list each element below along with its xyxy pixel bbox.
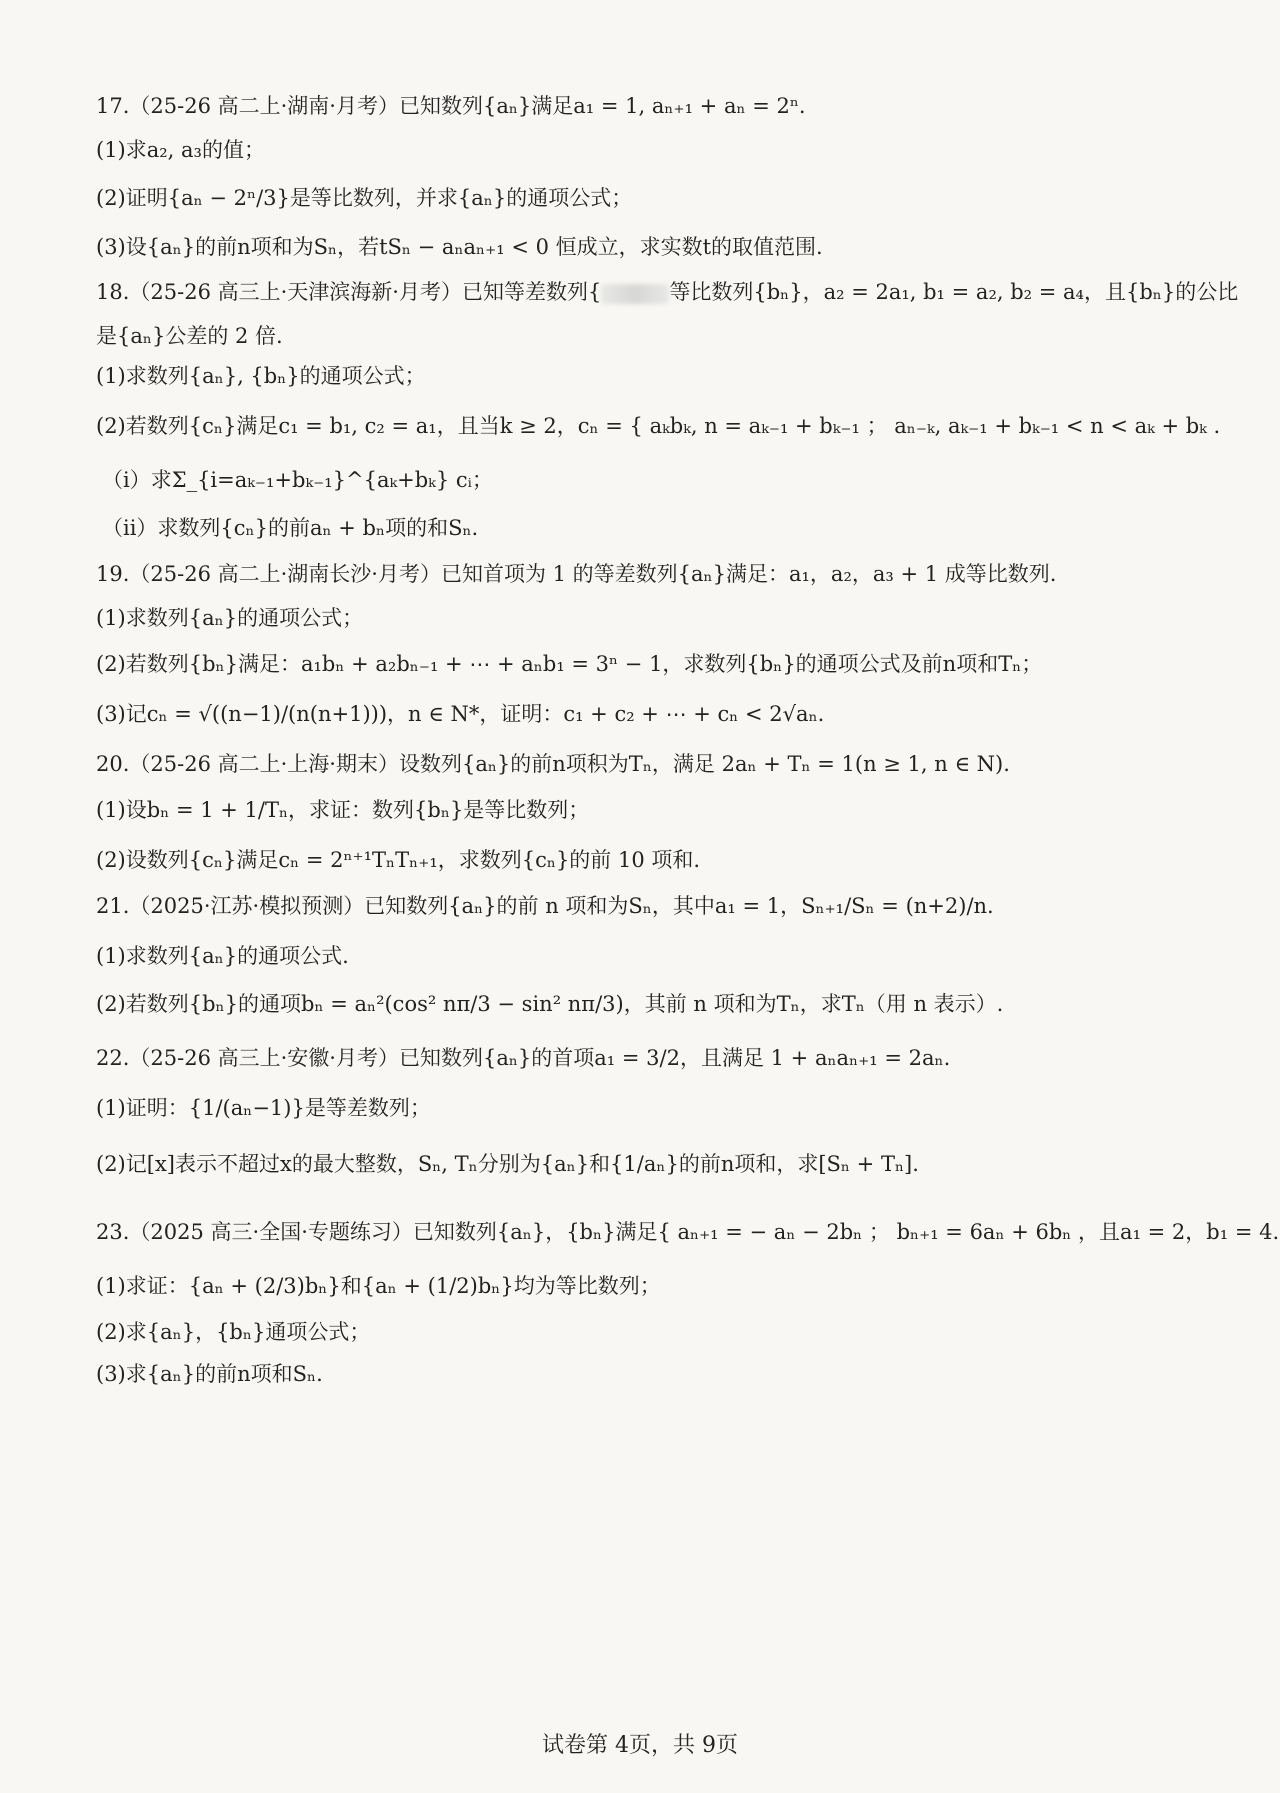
problem-17-stem: 17.（25-26 高二上·湖南·月考）已知数列{aₙ}满足a₁ = 1, aₙ₊₁ + aₙ = 2ⁿ. <box>96 94 806 118</box>
problem-19-part-2: (2)若数列{bₙ}满足：a₁bₙ + a₂bₙ₋₁ + ⋯ + aₙb₁ = 3ⁿ − 1，求数列{bₙ}的通项公式及前n项和Tₙ； <box>96 652 1043 676</box>
problem-19-stem: 19.（25-26 高二上·湖南长沙·月考）已知首项为 1 的等差数列{aₙ}满足：a₁，a₂，a₃ + 1 成等比数列. <box>96 562 1057 586</box>
problem-18-part-1: (1)求数列{aₙ}, {bₙ}的通项公式； <box>96 364 426 388</box>
problem-21-stem: 21.（2025·江苏·模拟预测）已知数列{aₙ}的前 n 项和为Sₙ，其中a₁ = 1，Sₙ₊₁/Sₙ = (n+2)/n. <box>96 894 994 918</box>
problem-19-part-1: (1)求数列{aₙ}的通项公式； <box>96 606 364 630</box>
problem-22-part-1: (1)证明：{1/(aₙ−1)}是等差数列； <box>96 1096 431 1120</box>
problem-22-part-2: (2)记[x]表示不超过x的最大整数，Sₙ, Tₙ分别为{aₙ}和{1/aₙ}的前n项和，求[Sₙ + Tₙ]. <box>96 1152 919 1176</box>
problem-21-part-2: (2)若数列{bₙ}的通项bₙ = aₙ²(cos² nπ/3 − sin² nπ/3)，其前 n 项和为Tₙ，求Tₙ（用 n 表示）. <box>96 992 1004 1016</box>
problem-19-part-3: (3)记cₙ = √((n−1)/(n(n+1)))，n ∈ N*，证明：c₁ + c₂ + ⋯ + cₙ < 2√aₙ. <box>96 702 825 726</box>
problem-23-part-2: (2)求{aₙ}，{bₙ}通项公式； <box>96 1320 371 1344</box>
page-footer: 试卷第 4页，共 9页 <box>542 1733 738 1758</box>
problem-20-part-2: (2)设数列{cₙ}满足cₙ = 2ⁿ⁺¹TₙTₙ₊₁，求数列{cₙ}的前 10 项和. <box>96 848 701 872</box>
problem-17-part-2: (2)证明{aₙ − 2ⁿ/3}是等比数列，并求{aₙ}的通项公式； <box>96 186 633 210</box>
blurred-region <box>601 284 669 304</box>
problem-18-stem-start: 18.（25-26 高三上·天津滨海新·月考）已知等差数列{ <box>96 280 602 304</box>
problem-18-stem <box>96 278 1239 306</box>
problem-18-part-2-i: （i）求Σ_{i=aₖ₋₁+bₖ₋₁}^{aₖ+bₖ} cᵢ； <box>102 468 493 492</box>
problem-22-stem: 22.（25-26 高三上·安徽·月考）已知数列{aₙ}的首项a₁ = 3/2，且满足 1 + aₙaₙ₊₁ = 2aₙ. <box>96 1046 951 1070</box>
problem-23-part-1: (1)求证：{aₙ + (2/3)bₙ}和{aₙ + (1/2)bₙ}均为等比数列； <box>96 1274 661 1298</box>
problem-18-part-2-ii: （ii）求数列{cₙ}的前aₙ + bₙ项的和Sₙ. <box>102 516 479 540</box>
problem-17-part-1: (1)求a₂, a₃的值； <box>96 138 265 162</box>
problem-18-stem-end: 等比数列{bₙ}，a₂ = 2a₁, b₁ = a₂, b₂ = a₄，且{bₙ}的公比 <box>669 280 1239 304</box>
problem-20-stem: 20.（25-26 高二上·上海·期末）设数列{aₙ}的前n项积为Tₙ，满足 2aₙ + Tₙ = 1(n ≥ 1, n ∈ N). <box>96 752 1010 776</box>
problem-23-stem: 23.（2025 高三·全国·专题练习）已知数列{aₙ}，{bₙ}满足{ aₙ₊₁ = − aₙ − 2bₙ ； bₙ₊₁ = 6aₙ + 6bₙ ，且a₁ = 2，b₁ = 4. <box>96 1220 1280 1244</box>
problem-18-stem-cont: 是{aₙ}公差的 2 倍. <box>96 324 283 348</box>
problem-18-part-2: (2)若数列{cₙ}满足c₁ = b₁, c₂ = a₁，且当k ≥ 2，cₙ = { aₖbₖ, n = aₖ₋₁ + bₖ₋₁ ； aₙ₋ₖ, aₖ₋₁ + bₖ₋₁ < n < aₖ + bₖ . <box>96 414 1221 438</box>
problem-17-part-3: (3)设{aₙ}的前n项和为Sₙ，若tSₙ − aₙaₙ₊₁ < 0 恒成立，求实数t的取值范围. <box>96 235 823 259</box>
problem-21-part-1: (1)求数列{aₙ}的通项公式. <box>96 944 349 968</box>
problem-20-part-1: (1)设bₙ = 1 + 1/Tₙ，求证：数列{bₙ}是等比数列； <box>96 798 590 822</box>
problem-23-part-3: (3)求{aₙ}的前n项和Sₙ. <box>96 1362 323 1386</box>
